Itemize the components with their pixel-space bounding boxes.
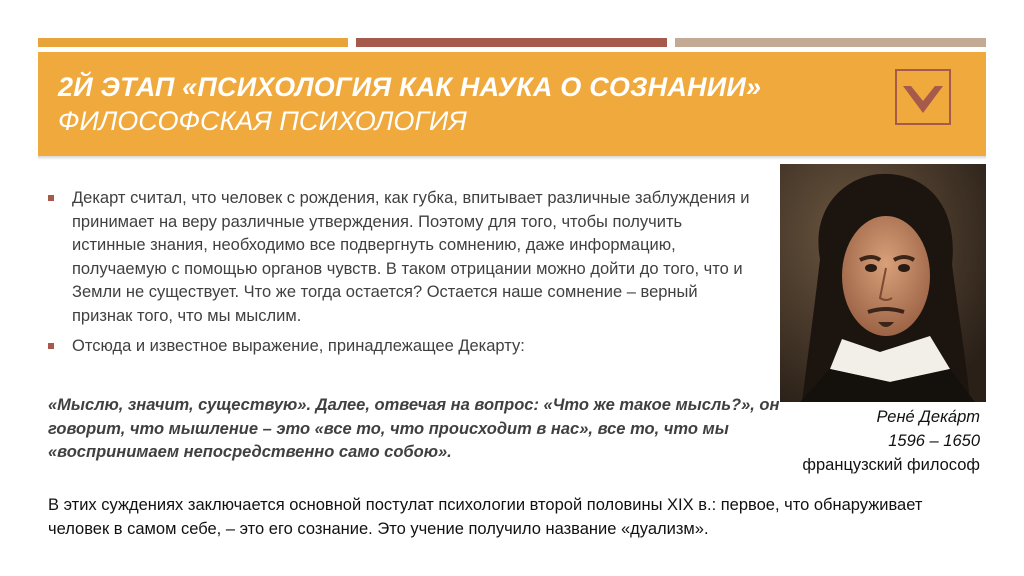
list-item: [48, 335, 758, 359]
bullet-marker: [48, 195, 54, 201]
page-subtitle: ФИЛОСОФСКАЯ ПСИХОЛОГИЯ: [58, 106, 467, 136]
banner-shadow: [38, 156, 986, 160]
accent-bar-orange: [38, 38, 348, 47]
descartes-portrait: [780, 164, 986, 402]
accent-bar-brown: [356, 38, 667, 47]
portrait-caption: [760, 405, 980, 477]
philosopher-name: Рене́ Дека́рт: [876, 408, 980, 426]
philosopher-role: французский философ: [802, 456, 980, 474]
list-item: [48, 187, 758, 328]
bullet-text: Декарт считал, что человек с рождения, как губка, впитывает различные заблуждения и принимает на веру различные утверждения. Поэтому для того, чтобы получить истинные знания, необходимо все подвергнуть сомнению, даже информацию, получаемую с помощью органов чувств. В таком отрицании можно дойти до того, что и Земли не существует. Что же тогда остается? Остается наше сомнение – верный признак того, что мы мыслим.: [72, 189, 750, 325]
conclusion-text: В этих суждениях заключается основной постулат психологии второй половины XIX в.: первое, что обнаруживает человек в самом себе, – это его сознание. Это учение получило название «дуализм».: [48, 496, 923, 538]
bullet-text: Отсюда и известное выражение, принадлежащее Декарту:: [72, 337, 525, 355]
title-banner: [38, 52, 986, 156]
chevron-down-icon: [895, 69, 951, 125]
descartes-quote: «Мыслю, значит, существую». Далее, отвечая на вопрос: «Что же такое мысль?», он говорит, что мышление – это «все то, что происходит в нас», все то, что мы «воспринимаем непосредственно само собою».: [48, 396, 780, 461]
philosopher-years: 1596 – 1650: [888, 432, 980, 450]
bullet-list: [48, 187, 758, 359]
bullet-marker: [48, 343, 54, 349]
accent-bar-beige: [675, 38, 986, 47]
page-title: 2Й ЭТАП «ПСИХОЛОГИЯ КАК НАУКА О СОЗНАНИИ»: [58, 72, 762, 102]
